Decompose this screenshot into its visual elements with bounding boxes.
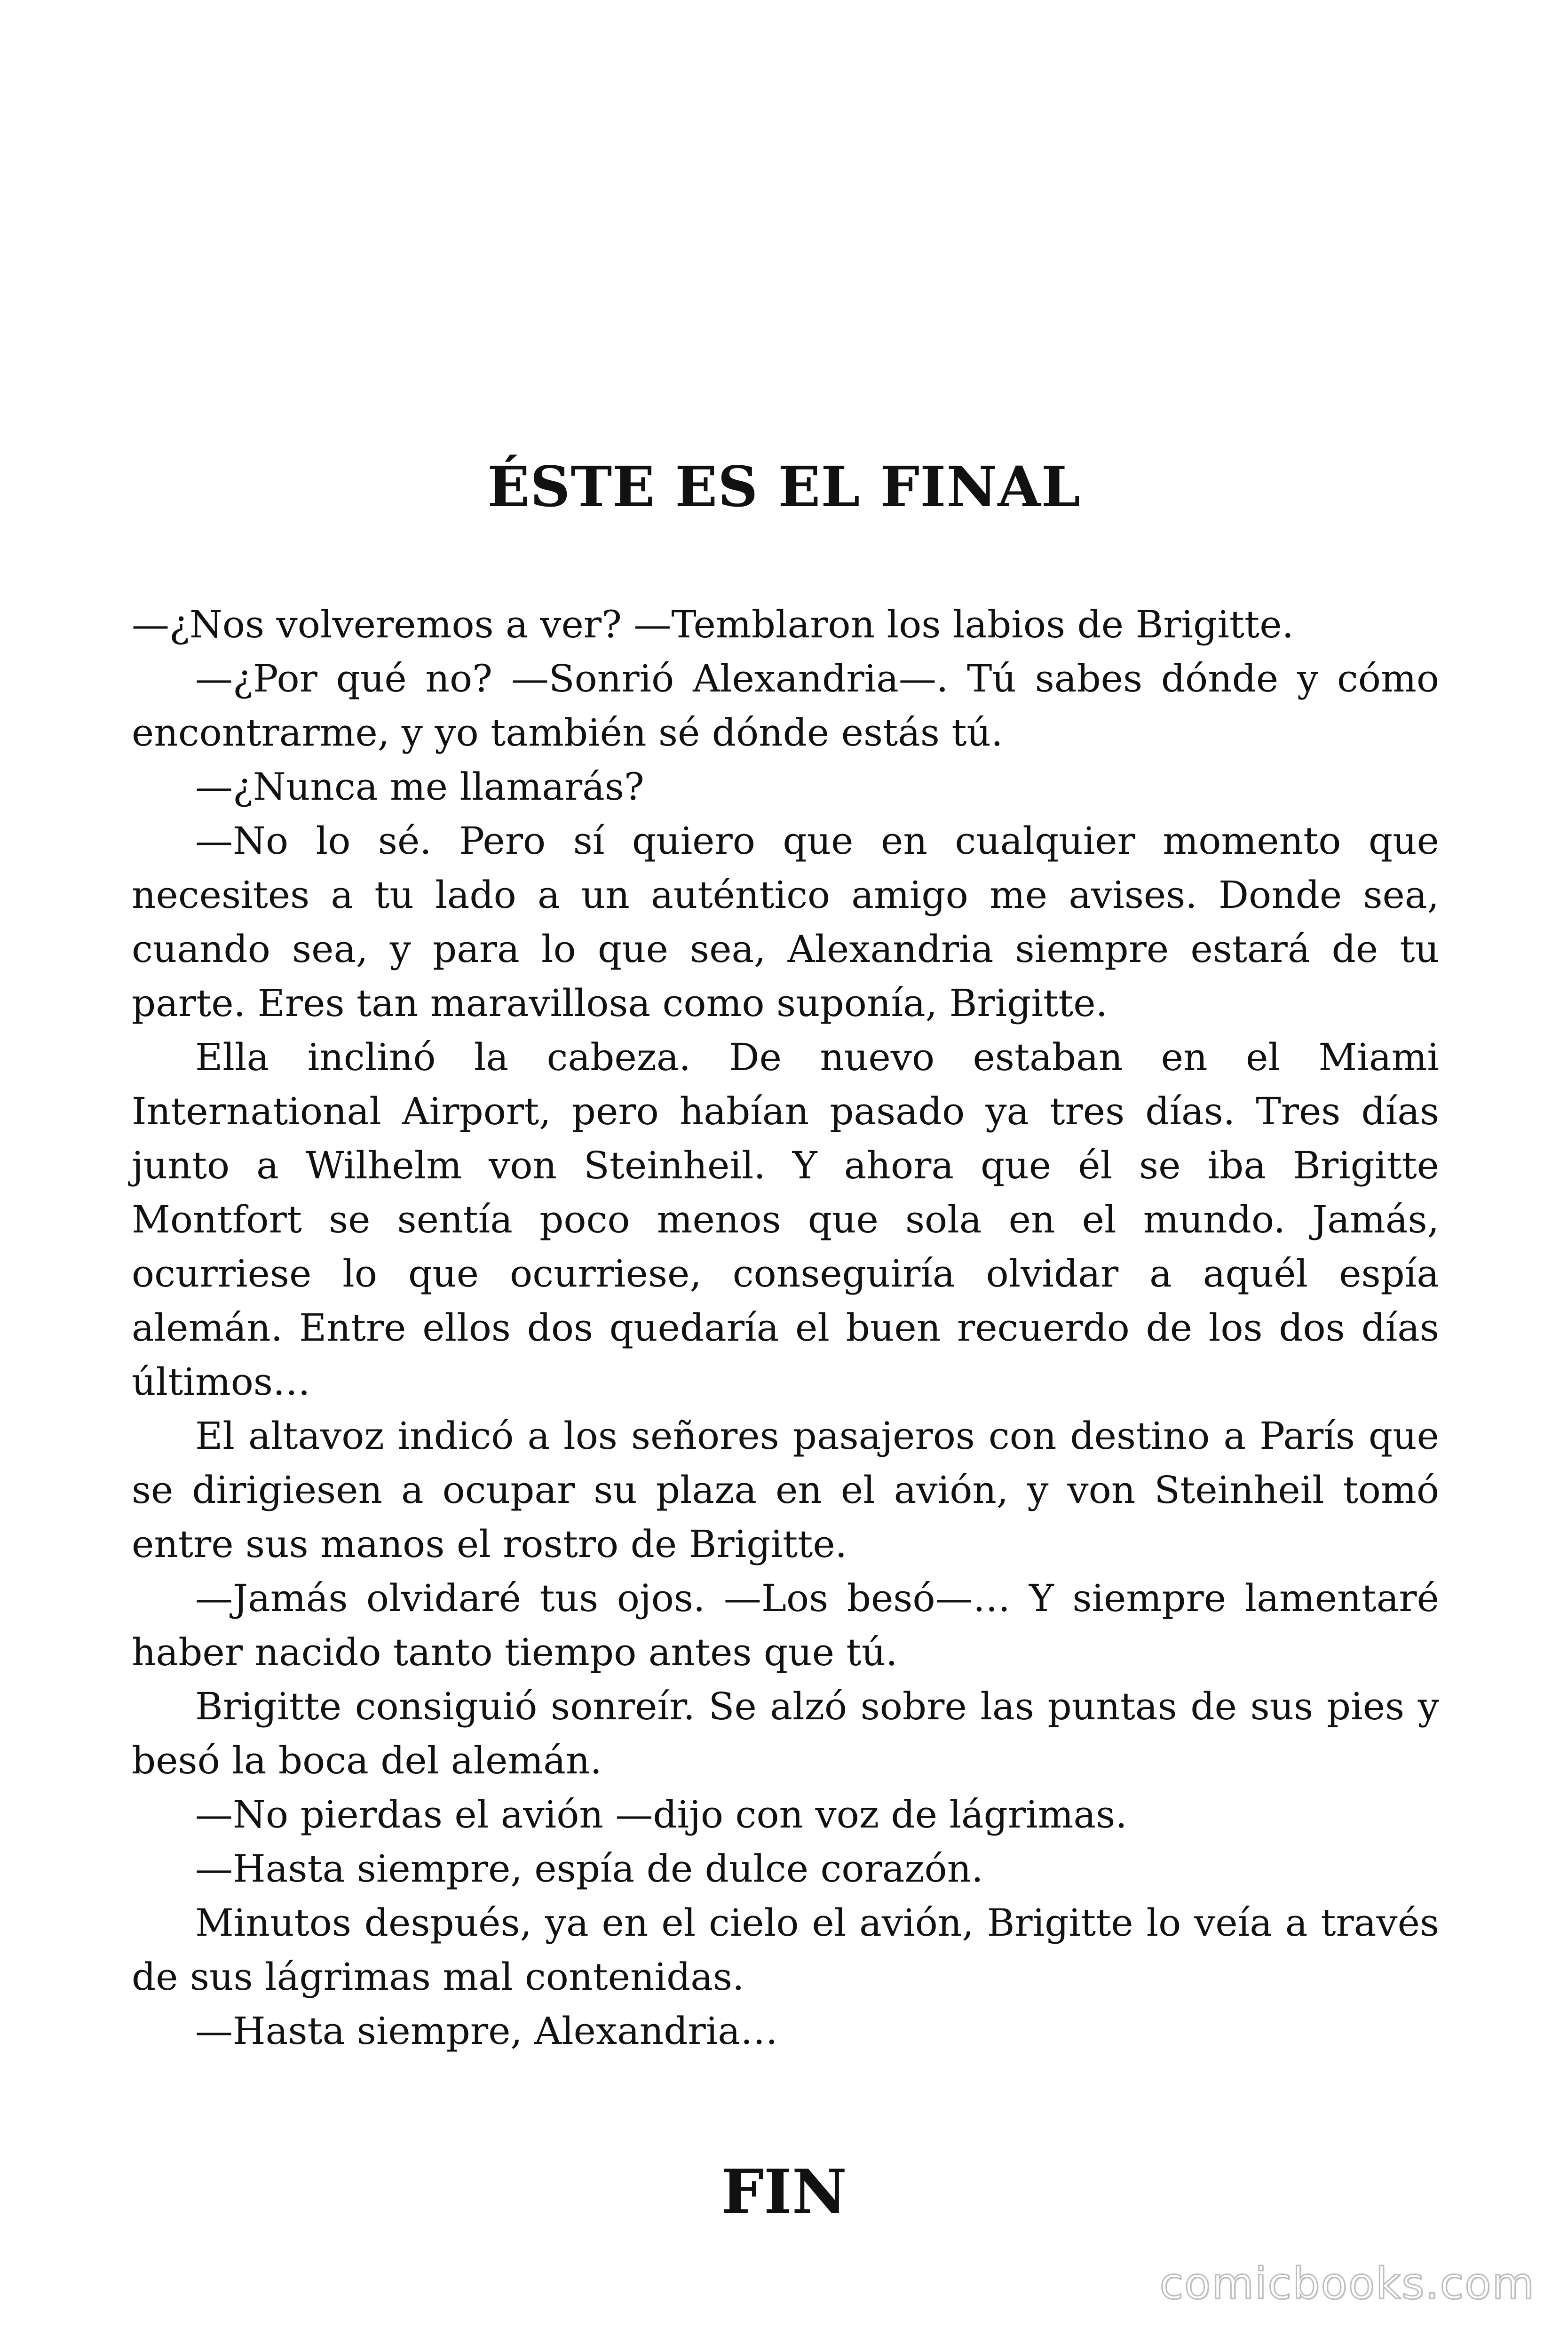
end-title: FIN	[721, 2157, 847, 2227]
paragraph: —Jamás olvidaré tus ojos. —Los besó—… Y siempre lamentaré haber nacido tanto tiempo antes que tú.	[132, 1576, 1439, 1674]
paragraph: Minutos después, ya en el cielo el avión, Brigitte lo veía a través de sus lágrimas mal contenidas.	[132, 1901, 1439, 1999]
paragraph: —No pierdas el avión —dijo con voz de lágrimas.	[195, 1793, 1127, 1836]
paragraph: —Hasta siempre, espía de dulce corazón.	[195, 1847, 983, 1891]
chapter-title: ÉSTE ES EL FINAL	[487, 454, 1081, 519]
paragraph: Ella inclinó la cabeza. De nuevo estaban en el Miami International Airport, pero habían pasado ya tres días. Tres días junto a Wilhelm von Steinheil. Y ahora que él se iba Brigitte Montfort se sentía poco menos que sola en el mundo. Jamás, ocurriese lo que ocurriese, conseguiría olvidar a aquél espía alemán. Entre ellos dos quedaría el buen recuerdo de los dos días últimos…	[132, 1035, 1439, 1404]
paragraph: —¿Nos volveremos a ver? —Temblaron los labios de Brigitte.	[132, 603, 1294, 646]
paragraph: —¿Nunca me llamarás?	[195, 765, 644, 809]
paragraph: El altavoz indicó a los señores pasajeros con destino a París que se dirigiesen a ocupar su plaza en el avión, y von Steinheil tomó entre sus manos el rostro de Brigitte.	[132, 1414, 1439, 1566]
watermark: comicbooks.com	[1159, 2258, 1535, 2309]
paragraph: —¿Por qué no? —Sonrió Alexandria—. Tú sabes dónde y cómo encontrarme, y yo también sé dónde estás tú.	[132, 657, 1439, 755]
chapter-body	[132, 597, 1439, 2058]
paragraph: —No lo sé. Pero sí quiero que en cualquier momento que necesites a tu lado a un auténtico amigo me avises. Donde sea, cuando sea, y para lo que sea, Alexandria siempre estará de tu parte. Eres tan maravillosa como suponía, Brigitte.	[132, 819, 1439, 1025]
paragraph: —Hasta siempre, Alexandria…	[195, 2009, 778, 2053]
paragraph: Brigitte consiguió sonreír. Se alzó sobre las puntas de sus pies y besó la boca del alemán.	[132, 1685, 1439, 1782]
